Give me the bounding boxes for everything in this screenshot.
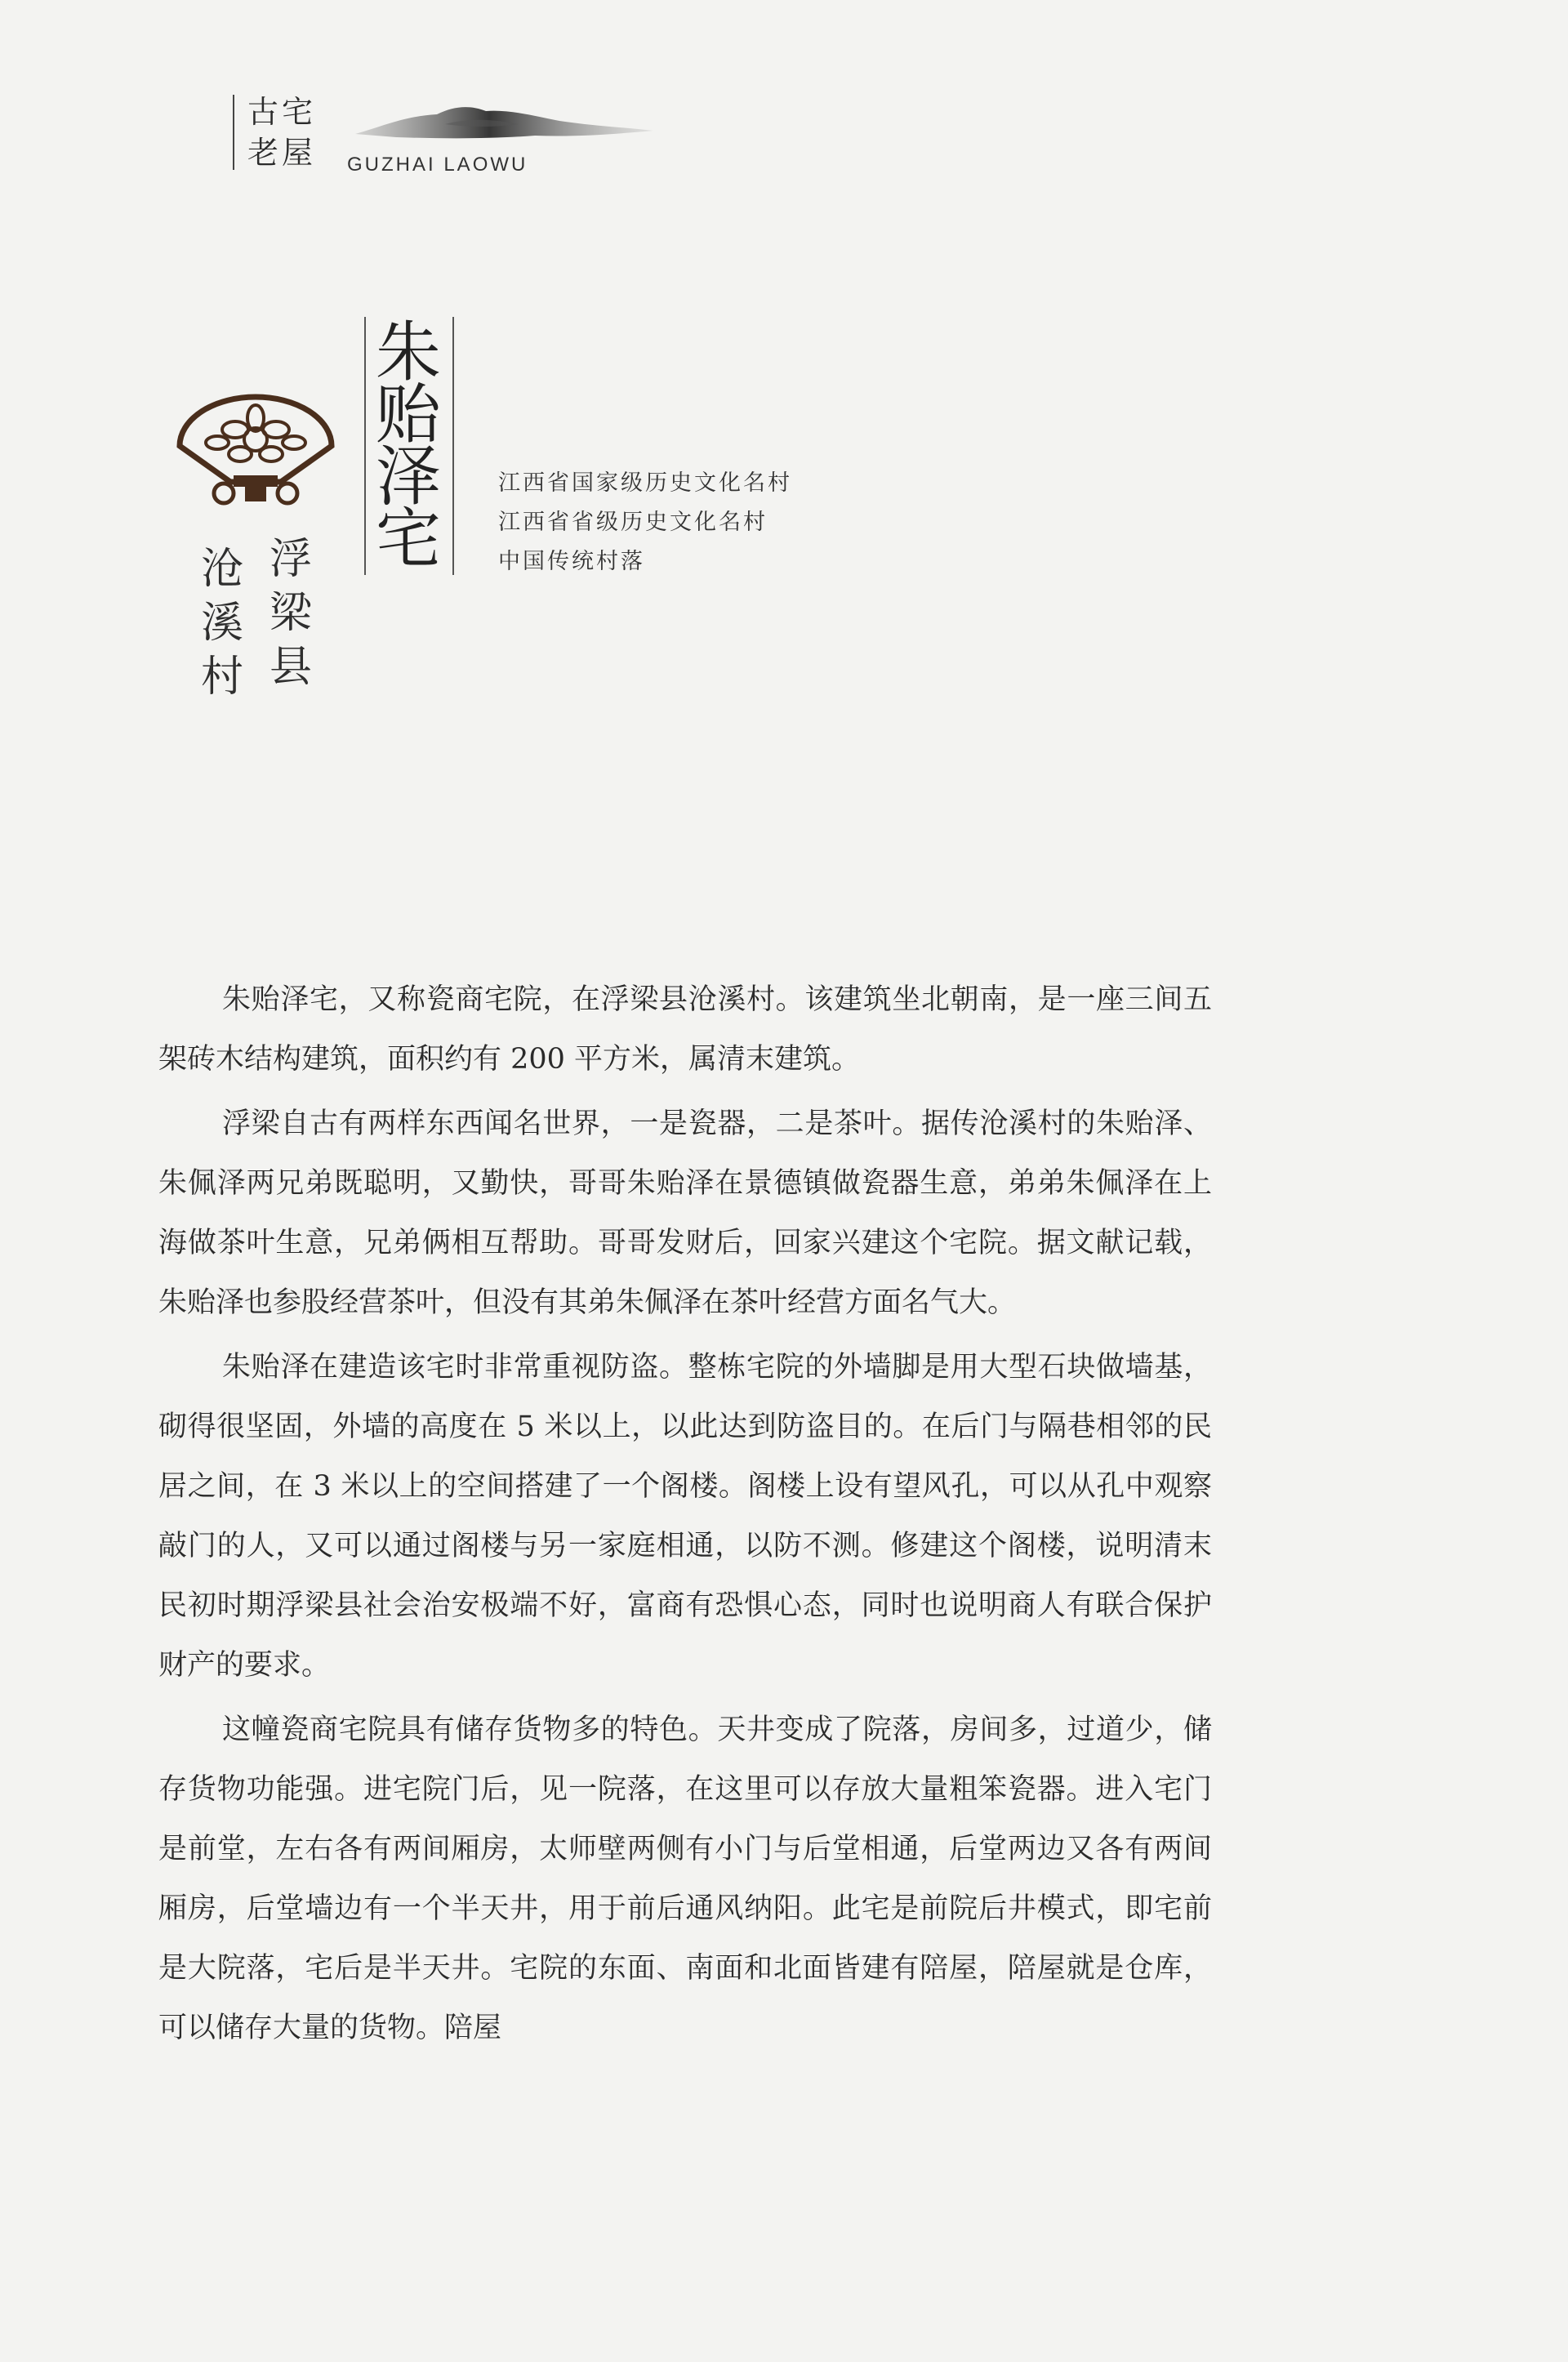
county-char: 梁 xyxy=(270,589,313,638)
village-char: 沧 xyxy=(201,545,244,594)
article-body xyxy=(158,970,1212,2063)
county-char: 县 xyxy=(270,643,313,692)
paragraph: 朱贻泽在建造该宅时非常重视防盗。整栋宅院的外墙脚是用大型石块做墙基，砌得很坚固，外墙的高度在 5 米以上，以此达到防盗目的。在后门与隔巷相邻的民居之间，在 3 米以上的空间搭建了一个阁楼。阁楼上设有望风孔，可以从孔中观察敲门的人，又可以通过阁楼与另一家庭相通，以防不测。修建这个阁楼，说明清末民初时期浮梁县社会治安极端不好，富商有恐惧心态，同时也说明商人有联合保护财产的要求。 xyxy=(158,1351,1212,1682)
series-char: 屋 xyxy=(282,135,314,171)
paragraph: 浮梁自古有两样东西闻名世界，一是瓷器，二是茶叶。据传沧溪村的朱贻泽、朱佩泽两兄弟既聪明，又勤快，哥哥朱贻泽在景德镇做瓷器生意，弟弟朱佩泽在上海做茶叶生意，兄弟俩相互帮助。哥哥发财后，回家兴建这个宅院。据文献记载，朱贻泽也参股经营茶叶，但没有其弟朱佩泽在茶叶经营方面名气大。 xyxy=(158,1107,1212,1319)
village-char: 溪 xyxy=(201,599,244,648)
honor-line: 江西省国家级历史文化名村 xyxy=(498,470,792,496)
series-title-col-2 xyxy=(282,91,313,173)
location-label xyxy=(201,533,323,702)
series-title-col-1 xyxy=(247,91,278,173)
title-rule-left xyxy=(364,317,366,575)
title-char: 朱 xyxy=(376,314,441,390)
series-char: 宅 xyxy=(282,94,314,130)
paragraph: 这幢瓷商宅院具有储存货物多的特色。天井变成了院落，房间多，过道少，储存货物功能强。进宅院门后，见一院落，在这里可以存放大量粗笨瓷器。进入宅门是前堂，左右各有两间厢房，太师壁两侧有小门与后堂相通，后堂两边又各有两间厢房，后堂墙边有一个半天井，用于前后通风纳阳。此宅是前院后井模式，即宅前是大院落，宅后是半天井。宅院的东面、南面和北面皆建有陪屋，陪屋就是仓库，可以储存大量的货物。陪屋 xyxy=(158,1714,1212,2044)
series-char: 古 xyxy=(247,94,279,130)
honor-line: 江西省省级历史文化名村 xyxy=(498,510,768,535)
village-char: 村 xyxy=(201,653,244,702)
title-text xyxy=(376,314,441,577)
county-name xyxy=(270,533,312,694)
village-name xyxy=(201,542,243,704)
series-header xyxy=(233,91,657,181)
title-rule-right xyxy=(452,317,454,575)
ink-mountain-icon xyxy=(347,91,657,157)
village-honors xyxy=(498,464,792,582)
series-char: 老 xyxy=(247,135,279,171)
title-char: 贻 xyxy=(376,377,441,452)
county-char: 浮 xyxy=(270,535,313,584)
fan-emblem-icon xyxy=(170,390,341,513)
page-title xyxy=(364,314,459,577)
paragraph: 朱贻泽宅，又称瓷商宅院，在浮梁县沧溪村。该建筑坐北朝南，是一座三间五架砖木结构建筑，面积约有 200 平方米，属清末建筑。 xyxy=(158,983,1212,1076)
series-latin-title: GUZHAI LAOWU xyxy=(347,154,528,176)
honor-line: 中国传统村落 xyxy=(498,549,645,574)
title-char: 泽 xyxy=(376,439,441,515)
series-divider xyxy=(233,95,234,170)
title-char: 宅 xyxy=(376,501,441,577)
